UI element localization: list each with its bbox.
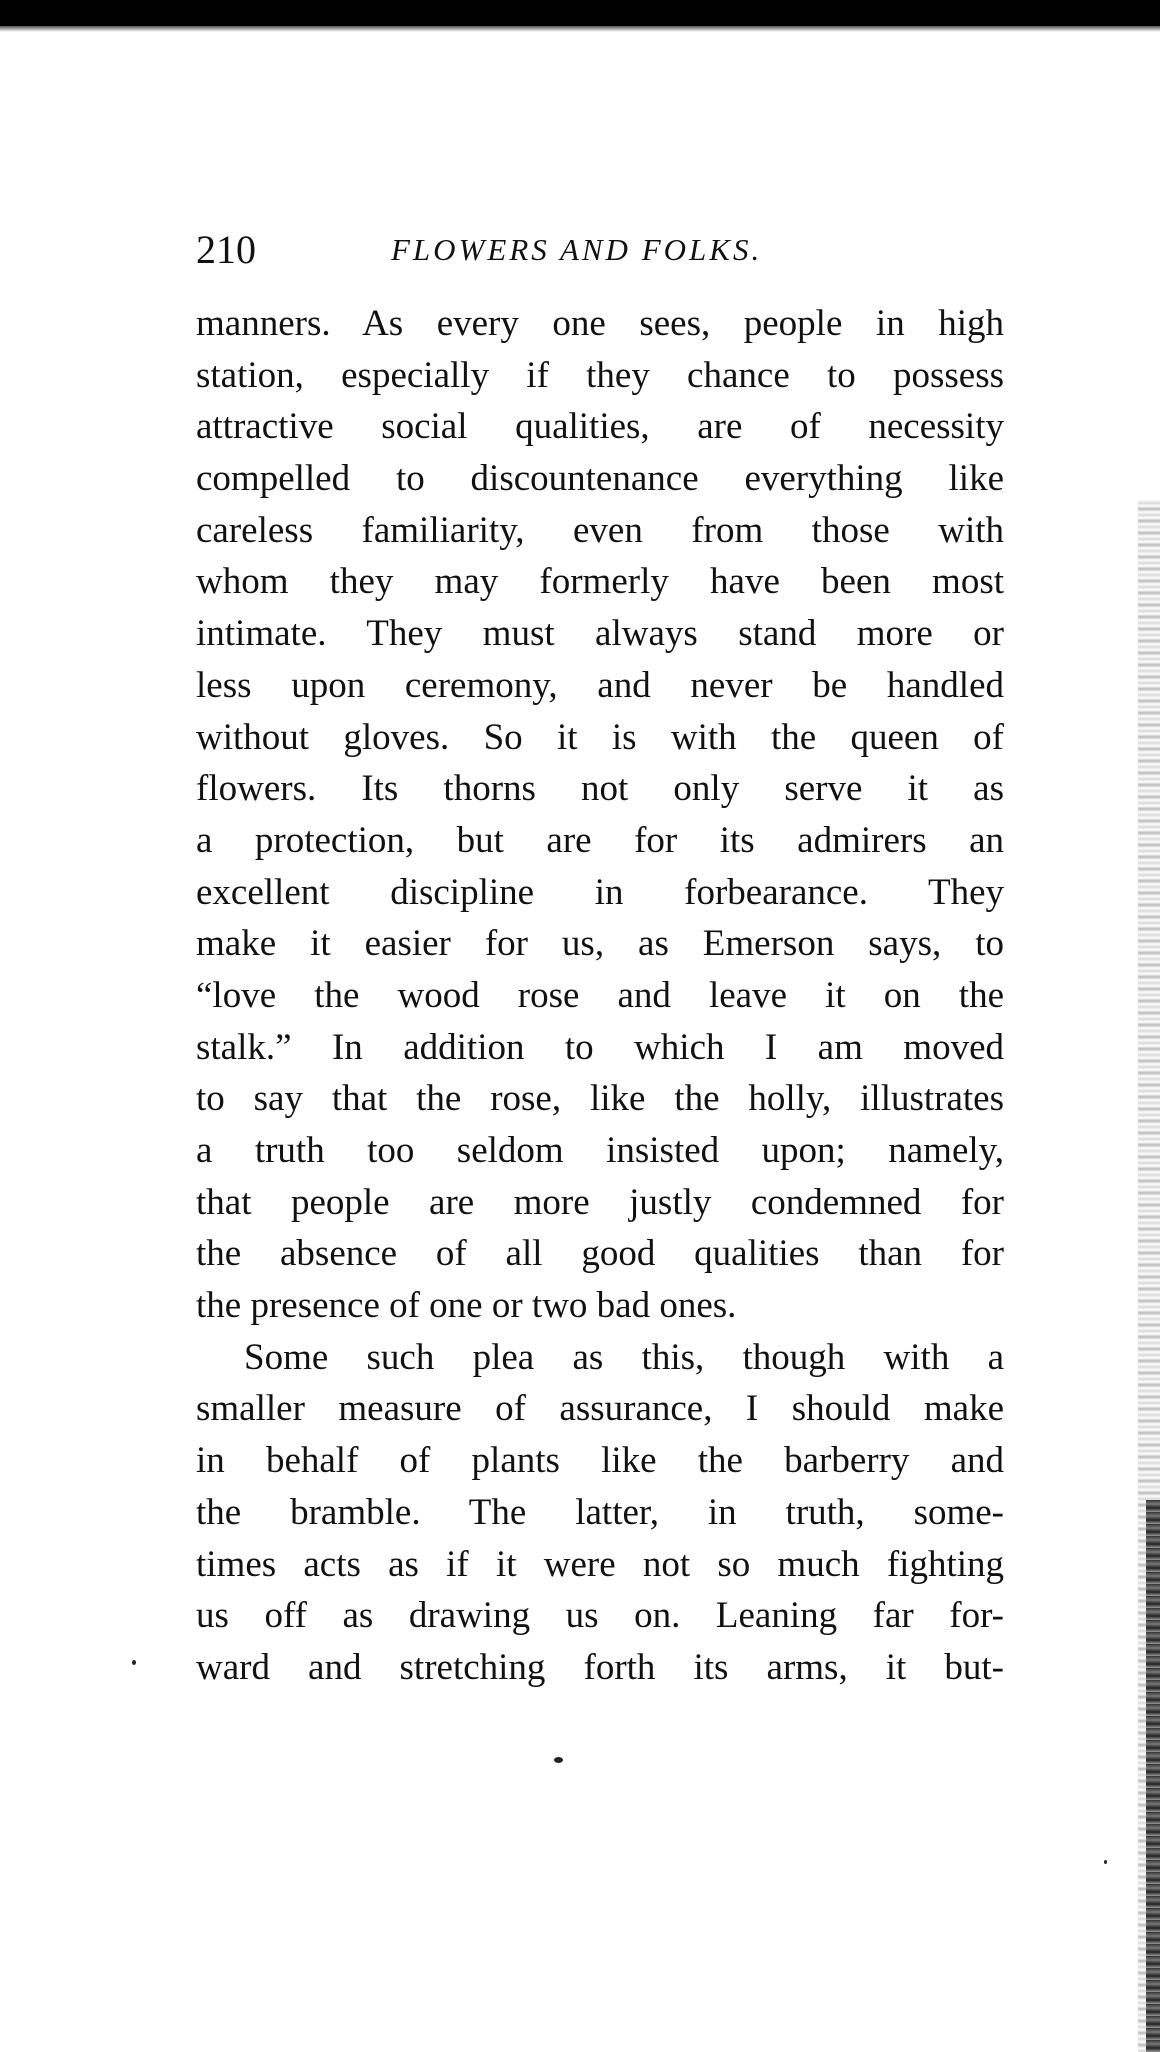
ink-speck	[554, 1757, 563, 1763]
text-line: make it easier for us, as Emerson says, to	[196, 923, 1004, 965]
scan-top-shadow	[0, 26, 1160, 32]
text-line: less upon ceremony, and never be handled	[196, 664, 1004, 706]
text-line: Some such plea as this, though with a	[244, 1336, 1004, 1378]
paragraph-2	[196, 1332, 1004, 1694]
text-line: without gloves. So it is with the queen of	[196, 716, 1004, 758]
text-line: intimate. They must always stand more or	[196, 613, 1004, 655]
text-line: the absence of all good qualities than for	[196, 1233, 1004, 1275]
body-text	[196, 298, 1004, 1694]
running-title: FLOWERS AND FOLKS.	[391, 232, 763, 267]
text-line: stalk.” In addition to which I am moved	[196, 1026, 1004, 1068]
text-line: attractive social qualities, are of necessity	[196, 406, 1004, 448]
text-line: smaller measure of assurance, I should make	[196, 1388, 1004, 1430]
text-line: compelled to discountenance everything like	[196, 458, 1004, 500]
text-line: that people are more justly condemned for	[196, 1181, 1004, 1223]
paragraph-1	[196, 298, 1004, 1332]
text-line: times acts as if it were not so much fighting	[196, 1543, 1004, 1585]
text-line: manners. As every one sees, people in high	[196, 303, 1004, 344]
ink-speck	[1104, 1860, 1107, 1864]
page-number: 210	[196, 227, 256, 272]
text-line: station, especially if they chance to possess	[196, 354, 1004, 396]
text-line: the presence of one or two bad ones.	[196, 1285, 737, 1327]
scan-right-edge-dark	[1146, 1500, 1160, 2052]
text-line: careless familiarity, even from those with	[196, 509, 1004, 551]
text-line: us off as drawing us on. Leaning far for-	[196, 1595, 1004, 1637]
text-line: a protection, but are for its admirers an	[196, 819, 1004, 861]
text-line: to say that the rose, like the holly, illustrates	[196, 1078, 1004, 1120]
text-line: ward and stretching forth its arms, it but-	[196, 1646, 1004, 1688]
text-line: flowers. Its thorns not only serve it as	[196, 768, 1004, 810]
text-line: in behalf of plants like the barberry and	[196, 1440, 1004, 1482]
ink-speck	[132, 1660, 136, 1665]
text-line: “love the wood rose and leave it on the	[196, 974, 1004, 1016]
page-header	[196, 225, 1004, 275]
scan-top-edge	[0, 0, 1160, 26]
text-line: a truth too seldom insisted upon; namely,	[196, 1130, 1004, 1171]
text-line: the bramble. The latter, in truth, some-	[196, 1491, 1004, 1533]
text-line: excellent discipline in forbearance. They	[196, 871, 1004, 913]
text-line: whom they may formerly have been most	[196, 561, 1004, 603]
